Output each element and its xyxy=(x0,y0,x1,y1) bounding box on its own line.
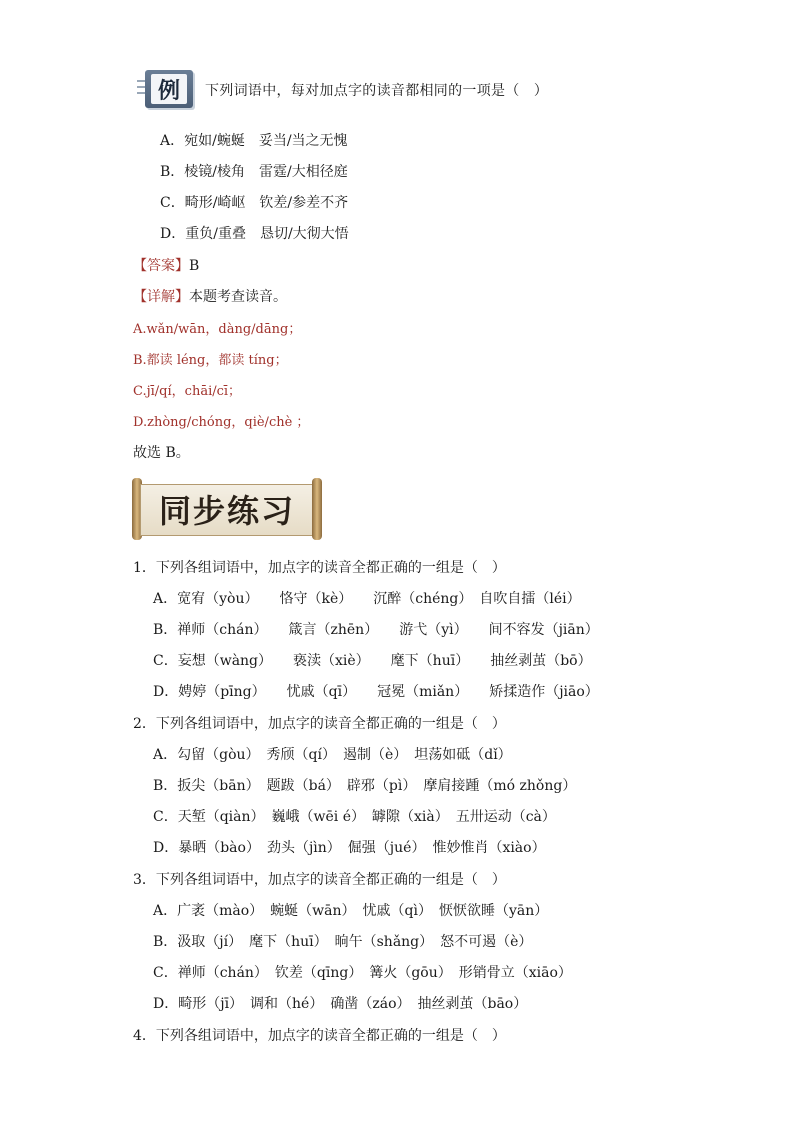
scroll-roll-right-icon xyxy=(312,478,322,540)
exercise-4-question: 4．下列各组词语中，加点字的读音全都正确的一组是（ ） xyxy=(133,1028,506,1044)
example-option-a: A．宛如/蜿蜒 妥当/当之无愧 xyxy=(160,133,348,149)
exercise-1-option-a: A．宽宥（yòu） 恪守（kè） 沉醉（chéng） 自吹自擂（léi） xyxy=(153,591,581,607)
badge-label: 例 xyxy=(151,74,187,104)
exercise-1-option-b: B．禅师（chán） 箴言（zhēn） 游弋（yì） 间不容发（jiān） xyxy=(153,622,599,638)
badge-lines-icon xyxy=(137,80,145,98)
analysis-c: C.jī/qí，chāi/cī； xyxy=(133,384,242,399)
example-header xyxy=(137,70,548,110)
detail-label: 【详解】 xyxy=(133,289,189,305)
exercise-2-option-b: B．扳尖（bān） 题跋（bá） 辟邪（pì） 摩肩接踵（mó zhǒng） xyxy=(153,778,577,794)
example-question: 下列词语中，每对加点字的读音都相同的一项是（ ） xyxy=(205,83,549,99)
example-option-b: B．棱镜/棱角 雷霆/大相径庭 xyxy=(160,164,348,180)
exercise-3-option-c: C．禅师（chán） 钦差（qīng） 篝火（gōu） 形销骨立（xiāo） xyxy=(153,965,572,981)
exercise-2-option-a: A．勾留（gòu） 秀颀（qí） 遏制（è） 坦荡如砥（dǐ） xyxy=(153,747,512,763)
exercise-1-option-d: D．娉婷（pīng） 忧戚（qī） 冠冕（miǎn） 矫揉造作（jiāo） xyxy=(153,684,599,700)
exercise-3-option-d: D．畸形（jī） 调和（hé） 确凿（záo） 抽丝剥茧（bāo） xyxy=(153,996,528,1012)
exercise-3-option-a: A．广袤（mào） 蜿蜒（wān） 忧戚（qì） 恹恹欲睡（yān） xyxy=(153,903,549,919)
answer-line xyxy=(133,255,199,275)
sync-practice-banner xyxy=(132,478,322,540)
exercise-1-option-c: C．妄想（wàng） 亵渎（xiè） 麾下（huī） 抽丝剥茧（bō） xyxy=(153,653,592,669)
detail-text: 本题考查读音。 xyxy=(189,289,287,305)
example-badge xyxy=(137,70,195,110)
exercise-3-option-b: B．汲取（jí） 麾下（huī） 晌午（shǎng） 怒不可遏（è） xyxy=(153,934,533,950)
exercise-3-question: 3．下列各组词语中，加点字的读音全都正确的一组是（ ） xyxy=(133,872,506,888)
exercise-1-question: 1．下列各组词语中，加点字的读音全都正确的一组是（ ） xyxy=(133,560,506,576)
exercise-2-option-d: D．暴晒（bào） 劲头（jìn） 倔强（jué） 惟妙惟肖（xiào） xyxy=(153,840,546,856)
answer-label: 【答案】 xyxy=(133,258,189,274)
example-option-d: D．重负/重叠 恳切/大彻大悟 xyxy=(160,226,349,242)
exercise-2-option-c: C．天堑（qiàn） 巍峨（wēi é） 罅隙（xià） 五卅运动（cà） xyxy=(153,809,556,825)
example-option-c: C．畸形/崎岖 钦差/参差不齐 xyxy=(160,195,349,211)
exercise-2-question: 2．下列各组词语中，加点字的读音全都正确的一组是（ ） xyxy=(133,716,506,732)
detail-line xyxy=(133,286,287,306)
analysis-d: D.zhòng/chóng，qiè/chè ； xyxy=(133,415,310,430)
analysis-a: A.wǎn/wān，dàng/dāng； xyxy=(133,322,302,337)
answer-value: B xyxy=(189,258,200,274)
analysis-b: B.都读 léng，都读 tíng； xyxy=(133,353,288,368)
conclusion: 故选 B。 xyxy=(133,445,190,461)
banner-title: 同步练习 xyxy=(158,492,295,530)
